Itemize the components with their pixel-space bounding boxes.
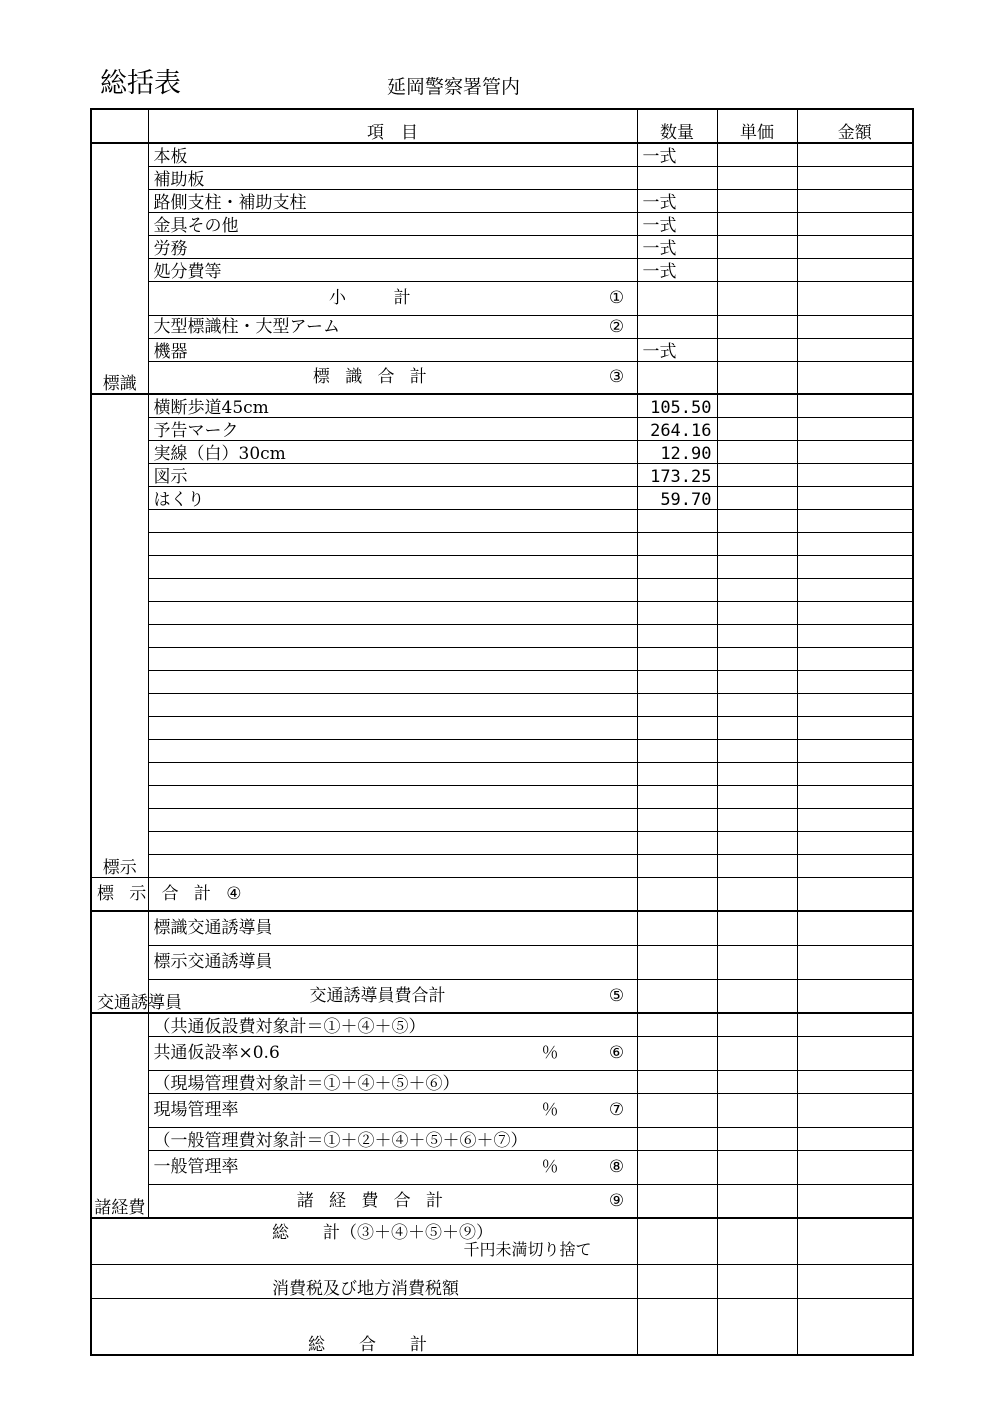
row-unit[interactable] [717,281,797,315]
row-amount[interactable] [797,281,913,315]
row-label: 補助板 [148,166,637,189]
row-amount[interactable] [797,945,913,979]
mark-3: ③ [608,367,625,388]
row-qty [637,1298,717,1355]
row-qty[interactable] [637,1070,717,1093]
rate-cell [148,1093,637,1127]
row-amount[interactable] [797,235,913,258]
row-amount[interactable] [797,338,913,361]
percent-sign: ％ [541,1100,559,1120]
row-unit[interactable] [717,166,797,189]
empty-row [91,785,913,808]
row-amount[interactable] [797,1218,913,1264]
table-row [91,1127,913,1150]
row-amount[interactable] [797,1070,913,1093]
row-label: 共通仮設率×0.6 [153,1043,280,1063]
row-unit[interactable] [717,693,797,716]
table-row [91,143,913,166]
total-cell [91,877,242,911]
row-label: 予告マーク [148,417,637,440]
row-amount[interactable] [797,440,913,463]
large-row-cell [148,315,637,338]
row-qty[interactable] [637,578,717,601]
row-qty [637,979,717,1013]
row-qty: 12.90 [637,440,717,463]
row-unit[interactable] [717,212,797,235]
row-amount[interactable] [797,716,913,739]
row-amount[interactable] [797,1013,913,1036]
row-amount[interactable] [797,854,913,877]
row-amount[interactable] [797,509,913,532]
tax-label: 消費税及び地方消費税額 [91,1264,637,1298]
row-amount[interactable] [717,877,797,911]
row-qty[interactable] [637,509,717,532]
overall-total-label: 総 合 計 [91,1298,637,1355]
empty-label[interactable] [148,808,637,831]
group-yudo: 交通誘導員 [91,911,148,1013]
empty-row [91,624,913,647]
row-amount[interactable] [797,670,913,693]
row-unit[interactable] [637,877,717,911]
row-amount[interactable] [797,601,913,624]
empty-row [91,739,913,762]
empty-label[interactable] [148,601,637,624]
row-unit[interactable] [717,1298,797,1355]
row-unit[interactable] [717,555,797,578]
empty-row [91,555,913,578]
row-label: （現場管理費対象計＝①＋④＋⑤＋⑥） [148,1070,637,1093]
total-row [91,877,913,911]
total-label: 標示合計 [97,883,227,904]
mark-2: ② [608,316,625,337]
empty-row [91,578,913,601]
row-amount[interactable] [797,739,913,762]
grand-total-label: 総 計（③＋④＋⑤＋⑨） [272,1223,493,1244]
row-unit[interactable] [717,417,797,440]
row-label: 一般管理率 [153,1157,239,1177]
table-row [91,911,913,945]
row-qty: 一式 [637,235,717,258]
row-amount[interactable] [797,578,913,601]
row-unit[interactable] [717,189,797,212]
row-amount[interactable] [797,1036,913,1070]
row-qty[interactable] [637,1093,717,1127]
page-title: 総括表 [100,68,181,99]
summary-table [90,108,914,1356]
row-qty [637,281,717,315]
row-qty[interactable] [637,808,717,831]
empty-label[interactable] [148,762,637,785]
row-amount[interactable] [797,624,913,647]
col-header-qty: 数量 [637,109,717,143]
empty-label[interactable] [148,578,637,601]
percent-sign: ％ [541,1043,559,1063]
row-unit[interactable] [717,532,797,555]
row-unit[interactable] [717,601,797,624]
row-amount[interactable] [797,1150,913,1184]
row-amount[interactable] [797,486,913,509]
row-qty[interactable] [637,1127,717,1150]
total-cell [148,979,637,1013]
row-unit[interactable] [717,1218,797,1264]
row-qty[interactable] [637,624,717,647]
row-unit[interactable] [717,315,797,338]
row-qty[interactable] [637,1150,717,1184]
row-label: 金具その他 [148,212,637,235]
col-header-amount: 金額 [797,109,913,143]
row-unit[interactable] [717,979,797,1013]
row-amount[interactable] [797,394,913,417]
row-qty [637,315,717,338]
col-header-unit: 単価 [717,109,797,143]
empty-label[interactable] [148,785,637,808]
table-row [91,338,913,361]
row-qty [637,1264,717,1298]
table-row [91,440,913,463]
row-unit[interactable] [717,762,797,785]
row-label: 本板 [148,143,637,166]
mark-4: ④ [226,883,242,904]
row-label: 路側支柱・補助支柱 [148,189,637,212]
row-unit[interactable] [717,647,797,670]
row-unit[interactable] [717,854,797,877]
empty-row [91,831,913,854]
row-qty[interactable] [637,831,717,854]
empty-label[interactable] [148,670,637,693]
row-unit[interactable] [717,1184,797,1218]
tax-row [91,1264,913,1298]
row-qty: 173.25 [637,463,717,486]
row-qty[interactable] [637,693,717,716]
row-qty: 一式 [637,338,717,361]
row-unit[interactable] [717,338,797,361]
row-label: （一般管理費対象計＝①＋②＋④＋⑤＋⑥＋⑦） [148,1127,637,1150]
table-row [91,417,913,440]
row-qty[interactable] [637,1013,717,1036]
row-amount[interactable] [797,647,913,670]
row-qty: 一式 [637,189,717,212]
row-label: 図示 [148,463,637,486]
row-amount[interactable] [797,831,913,854]
row-label: 標識交通誘導員 [148,911,637,945]
row-unit[interactable] [717,486,797,509]
row-amount[interactable] [797,166,913,189]
row-qty: 59.70 [637,486,717,509]
row-label: 機器 [148,338,637,361]
overall-total-row [91,1298,913,1355]
table-row [91,166,913,189]
row-unit[interactable] [717,235,797,258]
empty-label[interactable] [148,509,637,532]
table-row [91,1036,913,1070]
rate-cell [148,1150,637,1184]
empty-row [91,808,913,831]
total-row [91,1184,913,1218]
table-row [91,189,913,212]
row-qty: 105.50 [637,394,717,417]
row-unit[interactable] [717,1127,797,1150]
row-amount[interactable] [797,361,913,394]
table-row [91,258,913,281]
row-unit[interactable] [717,945,797,979]
row-amount[interactable] [797,979,913,1013]
mark-1: ① [608,288,625,308]
row-qty[interactable] [637,1036,717,1070]
corner-cell [91,109,148,143]
col-header-item: 項 目 [148,109,637,143]
row-amount[interactable] [797,417,913,440]
row-label: 現場管理率 [153,1100,239,1120]
table-row [91,212,913,235]
empty-label[interactable] [148,854,637,877]
empty-row [91,716,913,739]
empty-row [91,854,913,877]
total-row [91,979,913,1013]
row-unit[interactable] [717,1036,797,1070]
row-amount[interactable] [797,785,913,808]
row-qty[interactable] [637,555,717,578]
row-unit[interactable] [717,624,797,647]
row-unit[interactable] [717,739,797,762]
row-label: 横断歩道45cm [148,394,637,417]
row-amount[interactable] [797,1127,913,1150]
group-hyoji: 標示 [91,394,148,877]
row-unit[interactable] [717,1013,797,1036]
rate-cell [148,1036,637,1070]
table-row [91,945,913,979]
row-amount[interactable] [797,693,913,716]
row-unit[interactable] [717,911,797,945]
group-hyoshiki: 標識 [91,143,148,394]
row-qty[interactable] [637,670,717,693]
row-qty[interactable] [637,739,717,762]
grand-total-row [91,1218,913,1264]
row-qty: 一式 [637,212,717,235]
row-qty[interactable] [637,911,717,945]
subtotal-cell [148,281,637,315]
row-label: はくり [148,486,637,509]
row-unit[interactable] [717,258,797,281]
empty-label[interactable] [148,555,637,578]
empty-label[interactable] [148,647,637,670]
table-row [91,1070,913,1093]
row-qty[interactable] [637,762,717,785]
mark-7: ⑦ [608,1100,625,1120]
row-amount[interactable] [797,1264,913,1298]
row-amount[interactable] [797,315,913,338]
empty-row [91,601,913,624]
row-unit[interactable] [717,670,797,693]
empty-label[interactable] [148,532,637,555]
empty-label[interactable] [148,624,637,647]
mark-5: ⑤ [608,985,625,1006]
table-row [91,463,913,486]
empty-row [91,670,913,693]
total-cell [148,361,637,394]
empty-row [91,762,913,785]
empty-label[interactable] [148,693,637,716]
total-cell [148,1184,637,1218]
row-amount[interactable] [797,463,913,486]
row-unit[interactable] [717,1070,797,1093]
subtotal-row [91,281,913,315]
row-label: （共通仮設費対象計＝①＋④＋⑤） [148,1013,637,1036]
row-amount[interactable] [797,1184,913,1218]
grand-total-cell [91,1218,637,1264]
total-label: 交通誘導員費合計 [309,985,446,1006]
mark-9: ⑨ [608,1190,625,1211]
header-row [91,109,913,143]
row-amount[interactable] [797,555,913,578]
row-qty [637,1184,717,1218]
row-qty [637,361,717,394]
table-row [91,235,913,258]
row-amount[interactable] [797,911,913,945]
empty-row [91,693,913,716]
row-amount[interactable] [797,189,913,212]
page-subtitle: 延岡警察署管内 [387,76,521,98]
rounding-note: 千円未満切り捨て [463,1240,592,1260]
table-row [91,315,913,338]
mark-8: ⑧ [608,1157,625,1177]
row-amount[interactable] [797,258,913,281]
row-amount[interactable] [797,808,913,831]
empty-row [91,532,913,555]
percent-sign: ％ [541,1157,559,1177]
empty-label[interactable] [148,831,637,854]
empty-row [91,509,913,532]
row-qty[interactable] [637,601,717,624]
row-unit[interactable] [717,463,797,486]
row-qty [637,166,717,189]
row-unit[interactable] [717,361,797,394]
row-unit[interactable] [717,143,797,166]
total-label: 標識合計 [312,367,443,388]
mark-6: ⑥ [608,1043,625,1063]
row-amount[interactable] [797,212,913,235]
row-amount[interactable] [797,762,913,785]
row-unit[interactable] [717,1264,797,1298]
subtotal-label: 小 計 [329,288,426,308]
empty-label[interactable] [148,739,637,762]
group-keihi: 諸経費 [91,1013,148,1218]
row-qty[interactable] [637,785,717,808]
row-label: 実線（白）30cm [148,440,637,463]
row-qty[interactable] [637,945,717,979]
total-label: 諸経費合計 [296,1190,459,1211]
row-label: 大型標識柱・大型アーム [153,316,340,337]
row-unit[interactable] [717,785,797,808]
total-row [91,361,913,394]
row-unit[interactable] [717,831,797,854]
table-row [91,1150,913,1184]
row-qty[interactable] [637,647,717,670]
row-qty[interactable] [637,532,717,555]
row-amount[interactable] [797,1298,913,1355]
row-qty [637,1218,717,1264]
row-unit[interactable] [717,578,797,601]
table-row [91,486,913,509]
row-qty: 一式 [637,143,717,166]
row-unit[interactable] [717,1093,797,1127]
row-qty: 264.16 [637,417,717,440]
row-label: 標示交通誘導員 [148,945,637,979]
row-unit[interactable] [717,716,797,739]
empty-label[interactable] [148,716,637,739]
table-row [91,1093,913,1127]
row-unit[interactable] [717,808,797,831]
row-unit[interactable] [717,509,797,532]
row-label: 処分費等 [148,258,637,281]
row-qty: 一式 [637,258,717,281]
table-row [91,1013,913,1036]
empty-row [91,647,913,670]
table-row [91,394,913,417]
row-unit[interactable] [717,1150,797,1184]
row-unit[interactable] [717,440,797,463]
row-amount[interactable] [797,1093,913,1127]
row-amount[interactable] [797,532,913,555]
row-label: 労務 [148,235,637,258]
row-unit[interactable] [717,394,797,417]
row-amount[interactable] [797,143,913,166]
row-qty[interactable] [637,716,717,739]
row-qty[interactable] [637,854,717,877]
